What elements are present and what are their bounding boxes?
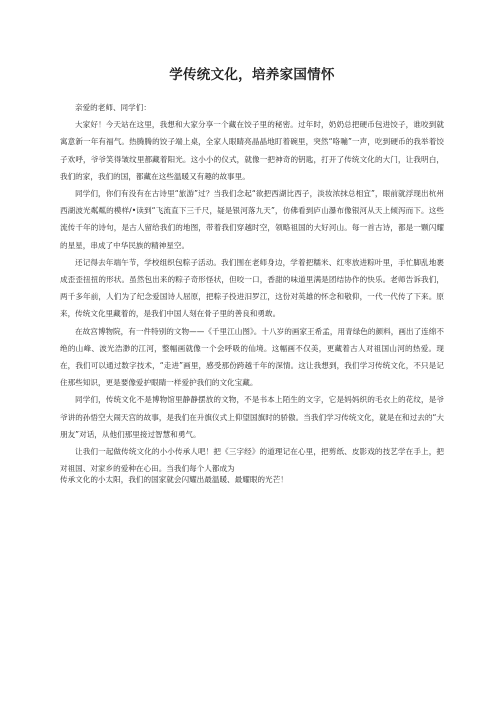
paragraph-2: 同学们，你们有没有在古诗里“旅游”过？当我们念起“欲把西湖比西子，淡妆浓抹总相宜”，眼前就浮现出杭州西湖波光粼粼的模样/•读到“飞流直下三千尺，疑是银河落九天”，仿佛看到庐山瀑布像银河从天上倾泻而下。这些流传千年的诗句，是古人留给我们的地图，带着我们穿越时空，领略祖国的大好河山。每一首古诗，都是一颗闪耀的星星，串成了中华民族的精神星空。 — [60, 189, 444, 250]
paragraph-5: 同学们，传统文化不是博物馆里静静摆放的文物，不是书本上陌生的文字，它是妈妈织的毛衣上的花纹，是爷爷讲的孙悟空大闹天宫的故事，是我们在升旗仪式上仰望国旗时的骄傲。当我们学习传统文化，就是在和过去的“大朋友”对话，从他们那里接过智慧和勇气。 — [60, 395, 444, 439]
closing-paragraph: 让我们一起做传统文化的小小传承人吧！把《三字经》的道理记在心里，把剪纸、皮影戏的技艺学在手上，把对祖国、对家乡的爱种在心田。当我们每个人都成为 — [60, 447, 444, 474]
greeting: 亲爱的老师、同学们： — [75, 103, 151, 112]
document-page — [60, 66, 444, 486]
paragraph-4: 在故宫博物院，有一件特别的文物——《千里江山图》。十八岁的画家王希孟，用青绿色的颜料，画出了连绵不绝的山峰、波光浩渺的江河，整幅画就像一个会呼吸的仙境。这幅画不仅美，更藏着古人对祖国山河的热爱。现在，我们可以通过数字技术，“走进”画里，感受那份跨越千年的深情。这让我想到，我们学习传统文化，不只是记住那些知识，更是要像爱护眼睛一样爱护我们的文化宝藏。 — [60, 326, 444, 388]
document-title: 学传统文化，培养家国情怀 — [169, 67, 335, 83]
paragraph-1: 大家好！今天站在这里，我想和大家分享一个藏在饺子里的秘密。过年时，奶奶总把硬币包进饺子，谁咬到就寓意新一年有福气。热腾腾的饺子端上桌，全家人眼睛亮晶晶地盯着碗里，突然“咯嘣”一声，吃到硬币的我举着饺子欢呼，爷爷笑得皱纹里都藏着阳光。这小小的仪式，就像一把神奇的钥匙，打开了传统文化的大门，让我明白，我们的家，我们的国，都藏在这些温暖又有趣的故事里。 — [60, 120, 444, 181]
paragraph-3: 还记得去年端午节，学校组织包粽子活动。我们围在老师身边，学着把糯米、红枣放进粽叶里，手忙脚乱地裹成歪歪扭扭的形状。虽然包出来的粽子奇形怪状，但咬一口，香甜的味道里满是团结协作的快乐。老师告诉我们，两千多年前，人们为了纪念爱国诗人屈原，把粽子投进汨罗江，这份对英雄的怀念和敬仰，一代一代传了下来。原来，传统文化里藏着的，是我们中国人刻在骨子里的善良和勇敢。 — [60, 257, 444, 319]
closing-final-line: 传承文化的小太阳，我们的国家就会闪耀出最温暖、最耀眼的光芒！ — [60, 475, 288, 485]
